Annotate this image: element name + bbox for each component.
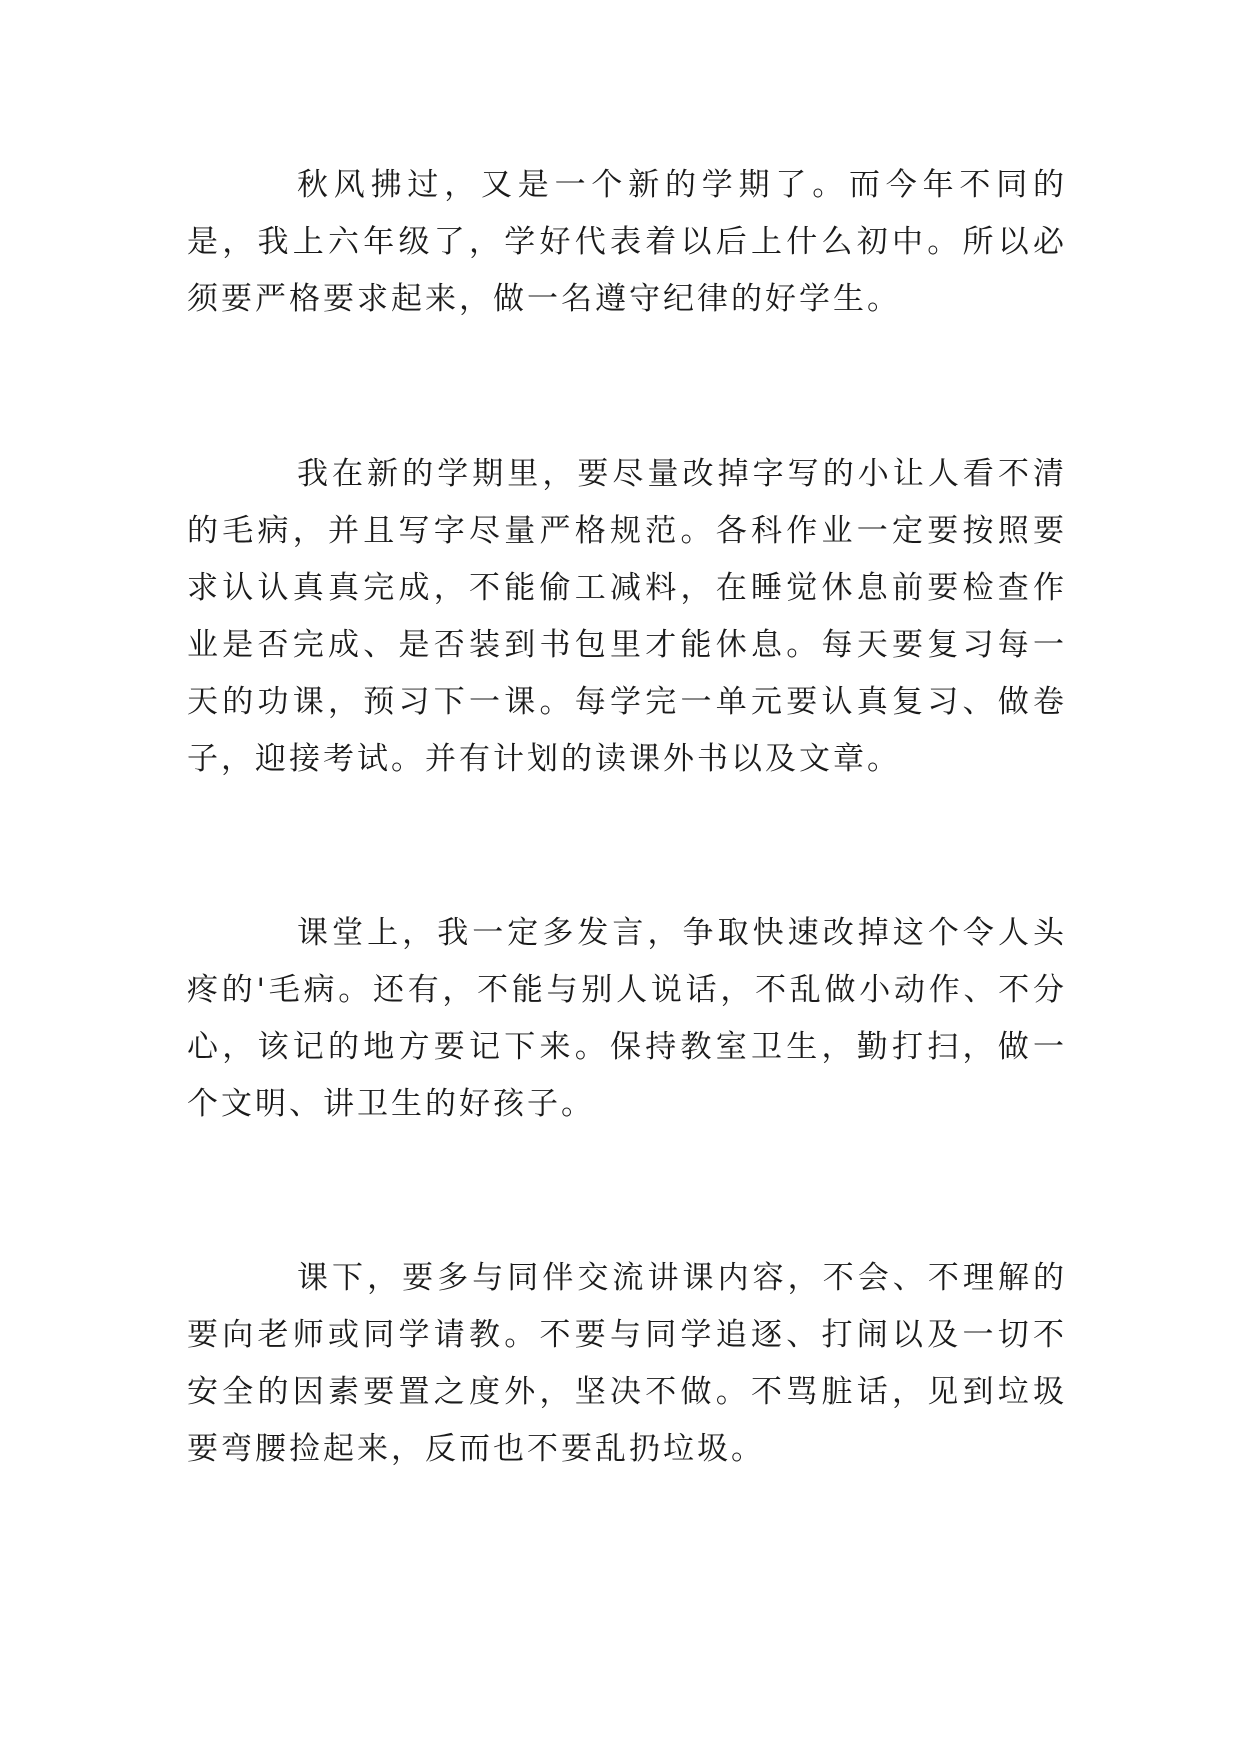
paragraph-3: 课堂上，我一定多发言，争取快速改掉这个令人头疼的'毛病。还有，不能与别人说话，不乱做小动作、不分心，该记的地方要记下来。保持教室卫生，勤打扫，做一个文明、讲卫生的好孩子。 [187,915,1067,1122]
paragraph-2: 我在新的学期里，要尽量改掉字写的小让人看不清的毛病，并且写字尽量严格规范。各科作业一定要按照要求认认真真完成，不能偷工减料，在睡觉休息前要检查作业是否完成、是否装到书包里才能休息。每天要复习每一天的功课，预习下一课。每学完一单元要认真复习、做卷子，迎接考试。并有计划的读课外书以及文章。 [187,456,1067,777]
paragraph-4: 课下，要多与同伴交流讲课内容，不会、不理解的要向老师或同学请教。不要与同学追逐、打闹以及一切不安全的因素要置之度外，坚决不做。不骂脏话，见到垃圾要弯腰捡起来，反而也不要乱扔垃圾。 [187,1260,1067,1467]
paragraph-1: 秋风拂过，又是一个新的学期了。而今年不同的是，我上六年级了，学好代表着以后上什么初中。所以必须要严格要求起来，做一名遵守纪律的好学生。 [187,167,1067,317]
